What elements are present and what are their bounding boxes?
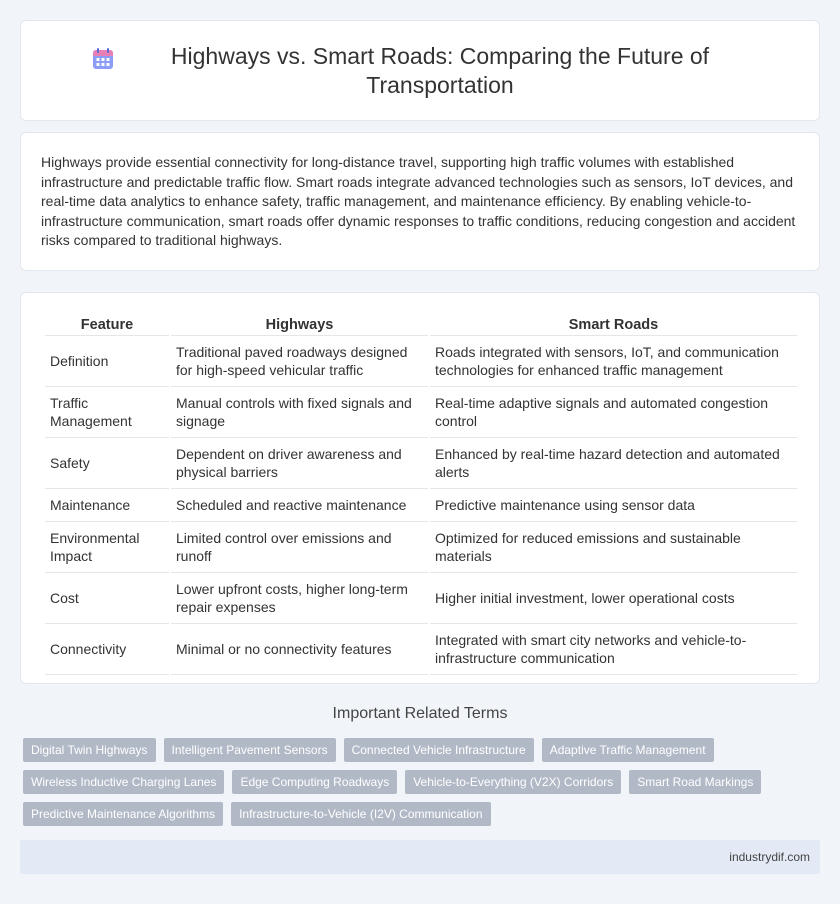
- related-term-tag[interactable]: Adaptive Traffic Management: [542, 738, 714, 762]
- page-title: Highways vs. Smart Roads: Comparing the Future of Transportation: [170, 42, 710, 98]
- feature-cell: Connectivity: [45, 624, 169, 675]
- column-header-feature: Feature: [45, 313, 169, 336]
- feature-cell: Safety: [45, 438, 169, 489]
- highways-cell: Limited control over emissions and runoff: [171, 522, 428, 573]
- feature-cell: Maintenance: [45, 489, 169, 522]
- related-term-tag[interactable]: Infrastructure-to-Vehicle (I2V) Communication: [231, 802, 490, 826]
- feature-cell: Traffic Management: [45, 387, 169, 438]
- table-row: [45, 573, 797, 624]
- smart-roads-cell: Optimized for reduced emissions and sustainable materials: [430, 522, 797, 573]
- smart-roads-cell: Roads integrated with sensors, IoT, and communication technologies for enhanced traffic management: [430, 336, 797, 387]
- table-row: [45, 489, 797, 522]
- table-row: [45, 387, 797, 438]
- column-header-smart-roads: Smart Roads: [430, 313, 797, 336]
- calendar-icon: [90, 46, 116, 72]
- related-term-tag[interactable]: Smart Road Markings: [629, 770, 761, 794]
- intro-card: [20, 132, 820, 271]
- related-term-tag[interactable]: Predictive Maintenance Algorithms: [23, 802, 223, 826]
- feature-cell: Environmental Impact: [45, 522, 169, 573]
- table-row: [45, 522, 797, 573]
- title-wrap: [90, 42, 750, 100]
- highways-cell: Lower upfront costs, higher long-term repair expenses: [171, 573, 428, 624]
- highways-cell: Dependent on driver awareness and physical barriers: [171, 438, 428, 489]
- feature-cell: Definition: [45, 336, 169, 387]
- feature-cell: Cost: [45, 573, 169, 624]
- intro-paragraph: Highways provide essential connectivity for long-distance travel, supporting high traffic volumes with established infrastructure and predictable traffic flow. Smart roads integrate advanced technologies such as sensors, IoT devices, and real-time data analytics to enhance safety, traffic management, and maintenance efficiency. By enabling vehicle-to-infrastructure communication, smart roads offer dynamic responses to traffic conditions, reducing congestion and accident risks compared to traditional highways.: [41, 154, 796, 249]
- table-header-row: [45, 313, 797, 336]
- highways-cell: Manual controls with fixed signals and signage: [171, 387, 428, 438]
- related-term-tag[interactable]: Vehicle-to-Everything (V2X) Corridors: [405, 770, 621, 794]
- highways-cell: Traditional paved roadways designed for high-speed vehicular traffic: [171, 336, 428, 387]
- smart-roads-cell: Real-time adaptive signals and automated congestion control: [430, 387, 797, 438]
- highways-cell: Scheduled and reactive maintenance: [171, 489, 428, 522]
- related-term-tag[interactable]: Edge Computing Roadways: [232, 770, 397, 794]
- footer: [20, 840, 820, 874]
- footer-site-link[interactable]: industrydif.com: [729, 850, 810, 864]
- related-term-tag[interactable]: Intelligent Pavement Sensors: [164, 738, 336, 762]
- related-terms-title: Important Related Terms: [332, 705, 508, 722]
- related-terms-list: [23, 738, 813, 826]
- smart-roads-cell: Predictive maintenance using sensor data: [430, 489, 797, 522]
- related-term-tag[interactable]: Wireless Inductive Charging Lanes: [23, 770, 224, 794]
- smart-roads-cell: Higher initial investment, lower operational costs: [430, 573, 797, 624]
- comparison-table-card: [20, 292, 820, 684]
- column-header-highways: Highways: [171, 313, 428, 336]
- table-row: [45, 336, 797, 387]
- highways-cell: Minimal or no connectivity features: [171, 624, 428, 675]
- related-term-tag[interactable]: Connected Vehicle Infrastructure: [344, 738, 534, 762]
- table-row: [45, 624, 797, 675]
- related-term-tag[interactable]: Digital Twin Highways: [23, 738, 156, 762]
- table-row: [45, 438, 797, 489]
- smart-roads-cell: Enhanced by real-time hazard detection and automated alerts: [430, 438, 797, 489]
- smart-roads-cell: Integrated with smart city networks and vehicle-to-infrastructure communication: [430, 624, 797, 675]
- header-card: [20, 20, 820, 121]
- comparison-table: [43, 313, 799, 675]
